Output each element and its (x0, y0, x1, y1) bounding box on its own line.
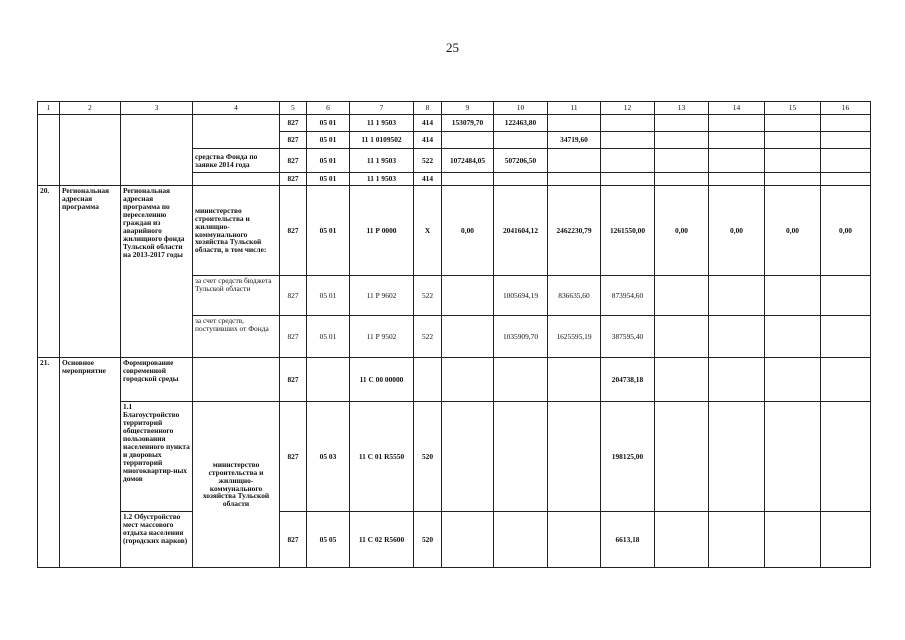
table-cell (121, 115, 193, 186)
header-cell: 6 (307, 102, 350, 115)
table-cell (765, 132, 821, 149)
table-cell: 2041604,12 (494, 186, 548, 276)
table-cell: 34719,60 (548, 132, 601, 149)
table-cell: 11 1 9503 (350, 149, 414, 173)
table-cell (821, 316, 871, 358)
table-cell: 05 01 (307, 132, 350, 149)
table-cell (655, 512, 709, 568)
table-cell (307, 358, 350, 402)
table-cell: Формирование современной городской среды (121, 358, 193, 402)
table-cell (765, 512, 821, 568)
header-cell: 14 (709, 102, 765, 115)
table-cell: 2462230,79 (548, 186, 601, 276)
table-cell (821, 276, 871, 316)
table-cell: 204738,18 (601, 358, 655, 402)
table-cell (655, 316, 709, 358)
table-cell: 827 (280, 173, 307, 186)
header-row (38, 102, 871, 115)
table-cell: 522 (414, 276, 442, 316)
header-cell: 10 (494, 102, 548, 115)
header-cell: 15 (765, 102, 821, 115)
table-cell (38, 115, 60, 186)
table-cell: 827 (280, 132, 307, 149)
table-cell (821, 132, 871, 149)
table-cell (765, 149, 821, 173)
table-cell: 827 (280, 402, 307, 512)
header-cell: 11 (548, 102, 601, 115)
table-cell (821, 149, 871, 173)
table-cell (709, 115, 765, 132)
table-cell: 827 (280, 186, 307, 276)
table-cell (821, 173, 871, 186)
table-row (38, 512, 871, 568)
table-cell: 11 Р 9502 (350, 316, 414, 358)
table-cell: 1005694,19 (494, 276, 548, 316)
table-cell: 827 (280, 149, 307, 173)
table-cell: 05 01 (307, 115, 350, 132)
header-cell: 12 (601, 102, 655, 115)
table-cell (193, 115, 280, 149)
table-cell (548, 402, 601, 512)
table-cell (548, 149, 601, 173)
table-cell (765, 316, 821, 358)
table-cell: 11 1 0109502 (350, 132, 414, 149)
table-cell (709, 149, 765, 173)
table-cell (414, 358, 442, 402)
table-cell: 1035909,70 (494, 316, 548, 358)
table-cell (442, 132, 494, 149)
table-cell: 05 01 (307, 186, 350, 276)
header-cell: 13 (655, 102, 709, 115)
table-cell (709, 512, 765, 568)
table-cell (548, 358, 601, 402)
table-cell (765, 173, 821, 186)
row-number: 21. (38, 358, 60, 568)
table-cell: 05 01 (307, 173, 350, 186)
table-cell (601, 173, 655, 186)
table-cell (709, 173, 765, 186)
header-cell: 7 (350, 102, 414, 115)
table-cell (193, 358, 280, 402)
header-cell: 3 (121, 102, 193, 115)
table-cell: министерство строительства и жилищно-коммунального хозяйства Тульской области (193, 402, 280, 568)
table-cell: 0,00 (442, 186, 494, 276)
table-cell (442, 316, 494, 358)
table-row (38, 358, 871, 402)
table-cell (442, 173, 494, 186)
table-cell (821, 358, 871, 402)
table-cell: 507206,50 (494, 149, 548, 173)
table-cell: 414 (414, 132, 442, 149)
table-cell: 11 1 9503 (350, 115, 414, 132)
table-row (38, 186, 871, 276)
table-cell (709, 316, 765, 358)
table-cell (60, 115, 121, 186)
table-cell: 0,00 (709, 186, 765, 276)
table-cell (442, 512, 494, 568)
table-cell: 520 (414, 402, 442, 512)
table-cell (821, 512, 871, 568)
table-row (38, 115, 871, 132)
table-row (38, 402, 871, 512)
budget-table (37, 101, 871, 568)
table-cell (442, 402, 494, 512)
page-number: 25 (446, 40, 459, 55)
table-cell (548, 173, 601, 186)
table-cell: 11 1 9503 (350, 173, 414, 186)
table-cell: 414 (414, 115, 442, 132)
table-cell (821, 115, 871, 132)
table-cell (494, 512, 548, 568)
table-cell: 1072484,05 (442, 149, 494, 173)
table-cell (655, 358, 709, 402)
table-cell: 11 С 01 R5550 (350, 402, 414, 512)
table-cell (655, 173, 709, 186)
table-cell (548, 512, 601, 568)
table-cell (494, 358, 548, 402)
table-cell (765, 358, 821, 402)
table-cell: 387595,40 (601, 316, 655, 358)
header-cell: 9 (442, 102, 494, 115)
table-cell: 05 01 (307, 149, 350, 173)
table-cell: Х (414, 186, 442, 276)
table-cell: 0,00 (821, 186, 871, 276)
table-cell: 827 (280, 276, 307, 316)
table-cell: 1.1 Благоустройство территорий общественного пользования населенного пункта и дворовых территорий многоквартир-ных домов (121, 402, 193, 512)
table-cell (655, 276, 709, 316)
table-cell: 414 (414, 173, 442, 186)
table-cell: 1625595,19 (548, 316, 601, 358)
table-cell: за счет средств, поступивших от Фонда (193, 316, 280, 358)
table-cell (655, 402, 709, 512)
table-cell: 873954,60 (601, 276, 655, 316)
table-cell: 827 (280, 358, 307, 402)
table-cell: 122463,80 (494, 115, 548, 132)
table-cell (442, 276, 494, 316)
table-cell (709, 358, 765, 402)
table-cell (821, 402, 871, 512)
table-cell: министерство строительства и жилищно-коммунального хозяйства Тульской области, в том числе: (193, 186, 280, 276)
table-cell: 198125,00 (601, 402, 655, 512)
table-cell: 05 01 (307, 276, 350, 316)
table-cell: 05 03 (307, 402, 350, 512)
table-cell: 11 Р 9602 (350, 276, 414, 316)
header-cell: 2 (60, 102, 121, 115)
table-cell: 1.2 Обустройство мест массового отдыха населения (городских парков) (121, 512, 193, 568)
table-cell (193, 173, 280, 186)
table-cell: 6613,18 (601, 512, 655, 568)
table-cell: Региональная адресная программа (60, 186, 121, 358)
table-cell: 827 (280, 512, 307, 568)
table-cell: 836635,60 (548, 276, 601, 316)
table-cell: 1261550,00 (601, 186, 655, 276)
table-cell (709, 276, 765, 316)
table-cell: 520 (414, 512, 442, 568)
header-cell: 1 (38, 102, 60, 115)
table-cell: Основное мероприятие (60, 358, 121, 568)
table-cell (709, 402, 765, 512)
row-number: 20. (38, 186, 60, 358)
header-cell: 8 (414, 102, 442, 115)
table-cell: 522 (414, 149, 442, 173)
table-cell: Региональная адресная программа по переселению граждан из аварийного жилищного фонда Тульской области на 2013-2017 годы (121, 186, 193, 358)
table-cell (655, 149, 709, 173)
table-cell: 11 С 00 00000 (350, 358, 414, 402)
table-cell (494, 173, 548, 186)
table-cell (442, 358, 494, 402)
table-cell (655, 115, 709, 132)
table-cell: 0,00 (655, 186, 709, 276)
table-cell: 05 05 (307, 512, 350, 568)
table-cell: 153079,70 (442, 115, 494, 132)
table-cell (765, 115, 821, 132)
table-cell (494, 402, 548, 512)
table-cell (601, 132, 655, 149)
table-cell (765, 276, 821, 316)
table-cell: средства Фонда по заявке 2014 года (193, 149, 280, 173)
table-cell (494, 132, 548, 149)
header-cell: 4 (193, 102, 280, 115)
table-cell (548, 115, 601, 132)
table-cell (765, 402, 821, 512)
header-cell: 16 (821, 102, 871, 115)
table-cell: 11 С 02 R5600 (350, 512, 414, 568)
table-cell (709, 132, 765, 149)
table-cell: 827 (280, 316, 307, 358)
table-cell: за счет средств бюджета Тульской области (193, 276, 280, 316)
table-cell: 0,00 (765, 186, 821, 276)
table-cell (601, 149, 655, 173)
table-cell (601, 115, 655, 132)
table-cell: 827 (280, 115, 307, 132)
header-cell: 5 (280, 102, 307, 115)
table-cell (655, 132, 709, 149)
table-cell: 522 (414, 316, 442, 358)
table-cell: 05 01 (307, 316, 350, 358)
table-cell: 11 Р 0000 (350, 186, 414, 276)
